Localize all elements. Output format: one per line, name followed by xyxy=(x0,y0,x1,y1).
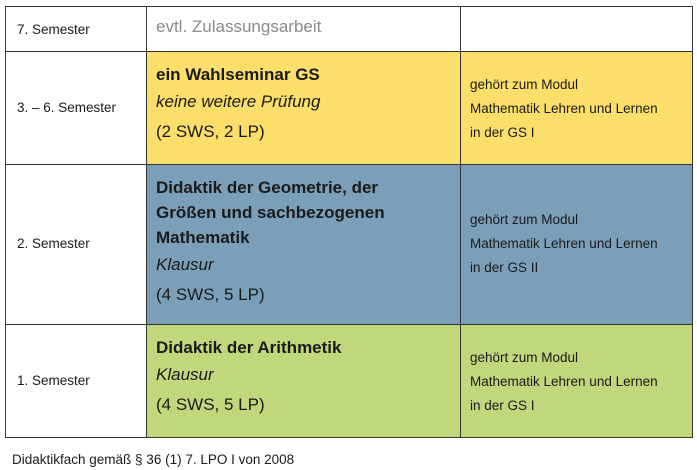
course-title: ein Wahlseminar GS xyxy=(156,65,320,84)
module-cell xyxy=(460,51,693,164)
semester-label: 1. Semester xyxy=(17,373,90,388)
exam-type: Klausur xyxy=(156,365,214,384)
row-divider xyxy=(5,51,693,52)
module-line: gehört zum Modul xyxy=(470,77,579,92)
exam-type: Klausur xyxy=(156,255,214,274)
study-plan-table xyxy=(5,6,693,438)
course-title-line: Didaktik der Geometrie, der xyxy=(156,178,379,197)
semester-cell xyxy=(5,51,146,164)
table-row-semester-7 xyxy=(5,6,693,51)
module-line: Mathematik Lehren und Lernen xyxy=(470,236,658,251)
semester-label: 2. Semester xyxy=(17,236,90,251)
credit-info: (4 SWS, 5 LP) xyxy=(156,285,265,304)
course-title-line: Mathematik xyxy=(156,228,250,247)
table-border xyxy=(5,437,693,438)
credit-info: (4 SWS, 5 LP) xyxy=(156,395,265,414)
module-line: Mathematik Lehren und Lernen xyxy=(470,101,658,116)
module-line: Mathematik Lehren und Lernen xyxy=(470,374,658,389)
course-cell xyxy=(146,51,460,164)
footnote: Didaktikfach gemäß § 36 (1) 7. LPO I von 2008 xyxy=(12,452,295,467)
exam-type: keine weitere Prüfung xyxy=(156,92,321,111)
semester-label: 3. – 6. Semester xyxy=(17,100,117,115)
course-cell xyxy=(146,164,460,324)
table-row-semester-3-6 xyxy=(5,51,693,164)
credit-info: (2 SWS, 2 LP) xyxy=(156,122,265,141)
module-line: gehört zum Modul xyxy=(470,212,579,227)
course-title: Didaktik der Arithmetik xyxy=(156,338,342,357)
column-divider xyxy=(146,6,147,438)
module-cell xyxy=(460,6,693,51)
table-border xyxy=(5,6,693,7)
semester-cell xyxy=(5,6,146,51)
module-line: gehört zum Modul xyxy=(470,350,579,365)
row-divider xyxy=(5,164,693,165)
module-cell xyxy=(460,324,693,438)
table-row-semester-2 xyxy=(5,164,693,324)
table-row-semester-1 xyxy=(5,324,693,438)
column-divider xyxy=(460,6,461,438)
module-cell xyxy=(460,164,693,324)
table-border xyxy=(5,6,6,438)
course-cell xyxy=(146,324,460,438)
module-line: in der GS II xyxy=(470,260,539,275)
course-title-line: Größen und sachbezogenen xyxy=(156,203,385,222)
module-line: in der GS I xyxy=(470,125,535,140)
row-divider xyxy=(5,324,693,325)
semester-cell xyxy=(5,164,146,324)
module-line: in der GS I xyxy=(470,398,535,413)
table-border xyxy=(692,6,693,438)
course-cell xyxy=(146,6,460,51)
course-title: evtl. Zulassungsarbeit xyxy=(156,17,322,36)
semester-label: 7. Semester xyxy=(17,22,90,37)
semester-cell xyxy=(5,324,146,438)
